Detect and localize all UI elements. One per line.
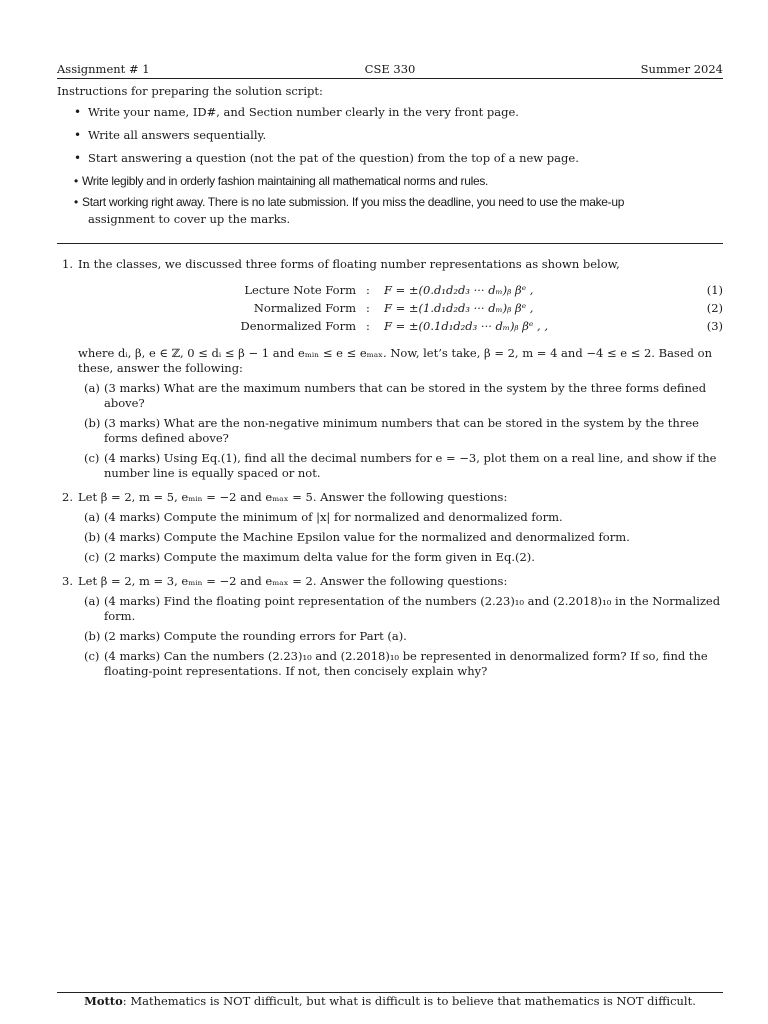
part-text: (3 marks) What are the maximum numbers that can be stored in the system by the three forms defined above? xyxy=(104,381,707,410)
question-part xyxy=(78,381,723,411)
equation-block xyxy=(78,283,723,337)
part-text: (4 marks) Find the floating point representation of the numbers (2.23)₁₀ and (2.2018)₁₀ in the Normalized form. xyxy=(104,594,721,623)
part-text: (4 marks) Compute the minimum of |x| for normalized and denormalized form. xyxy=(104,510,563,524)
question-number: 1. xyxy=(62,257,73,271)
question-3 xyxy=(57,574,723,679)
question-part xyxy=(78,550,723,565)
part-label: (c) xyxy=(84,649,100,663)
question-intro: In the classes, we discussed three forms of floating number representations as shown below, xyxy=(78,257,620,271)
instructions-list xyxy=(57,105,723,227)
equation-expression: F = ±(1.d₁d₂d₃ ··· dₘ)ᵦ βᵉ , xyxy=(384,301,534,315)
instruction-item: • Start answering a question (not the pat of the question) from the top of a new page. xyxy=(74,151,579,165)
question-part xyxy=(78,594,723,624)
part-text: (4 marks) Compute the Machine Epsilon value for the normalized and denormalized form. xyxy=(104,530,630,544)
bullet-icon: • xyxy=(74,151,82,165)
instruction-item: • Write legibly and in orderly fashion maintaining all mathematical norms and rules. xyxy=(74,174,489,188)
equation-row: Lecture Note Form : F = ±(0.d₁d₂d₃ ··· dₘ)ᵦ βᵉ , (1) xyxy=(244,283,723,297)
question-intro: Let β = 2, m = 3, eₘᵢₙ = −2 and eₘₐₓ = 2. Answer the following questions: xyxy=(78,574,508,588)
page-header xyxy=(57,62,723,79)
instruction-continuation: assignment to cover up the marks. xyxy=(88,212,291,226)
instruction-item: • Write your name, ID#, and Section number clearly in the very front page. xyxy=(74,105,519,119)
motto-text: : Mathematics is NOT difficult, but what is difficult is to believe that mathematics is NOT difficult. xyxy=(122,994,696,1008)
question-number: 3. xyxy=(62,574,73,588)
instructions-section xyxy=(57,84,723,233)
part-label: (b) xyxy=(84,629,101,643)
section-divider xyxy=(57,243,723,244)
header-assignment-number: Assignment # 1 xyxy=(57,62,150,76)
question-part xyxy=(78,451,723,481)
bullet-icon: • xyxy=(74,128,82,142)
question-context: where dᵢ, β, e ∈ ℤ, 0 ≤ dᵢ ≤ β − 1 and eₘᵢₙ ≤ e ≤ eₘₐₓ. Now, let’s take, β = 2, m = 4 and −4 ≤ e ≤ 2. Based on these, answer the following: xyxy=(78,346,712,375)
bullet-icon: • xyxy=(74,195,78,209)
question-1 xyxy=(57,257,723,481)
part-label: (b) xyxy=(84,416,101,430)
questions-section xyxy=(57,257,723,688)
question-part xyxy=(78,510,723,525)
equation-form-name: Denormalized Form xyxy=(240,319,356,333)
question-2 xyxy=(57,490,723,565)
question-part xyxy=(78,530,723,545)
part-label: (b) xyxy=(84,530,101,544)
equation-number: (1) xyxy=(706,283,723,297)
part-text: (2 marks) Compute the maximum delta value for the form given in Eq.(2). xyxy=(104,550,535,564)
instruction-item: • Write all answers sequentially. xyxy=(74,128,267,142)
instruction-item: • Start working right away. There is no late submission. If you miss the deadline, you need to use the make-up assignment to cover up the marks. xyxy=(57,195,723,227)
part-text: (3 marks) What are the non-negative minimum numbers that can be stored in the system by the three forms defined above? xyxy=(104,416,699,445)
instructions-title: Instructions for preparing the solution script: xyxy=(57,84,323,98)
part-label: (a) xyxy=(84,594,100,608)
question-part xyxy=(78,416,723,446)
part-text: (2 marks) Compute the rounding errors for Part (a). xyxy=(104,629,407,643)
header-course-code: CSE 330 xyxy=(364,62,416,76)
part-text: (4 marks) Using Eq.(1), find all the decimal numbers for e = −3, plot them on a real line, and show if the number line is equally spaced or not. xyxy=(104,451,717,480)
question-part xyxy=(78,629,723,644)
header-semester: Summer 2024 xyxy=(640,62,723,76)
bullet-icon: • xyxy=(74,105,82,119)
page-footer-motto xyxy=(57,992,723,1008)
equation-form-name: Lecture Note Form xyxy=(244,283,356,297)
motto-label: Motto xyxy=(84,994,123,1008)
part-text: (4 marks) Can the numbers (2.23)₁₀ and (2.2018)₁₀ be represented in denormalized form? If so, find the floating-point representations. If not, then concisely explain why? xyxy=(104,649,708,678)
part-label: (c) xyxy=(84,550,100,564)
question-part xyxy=(78,649,723,679)
part-label: (a) xyxy=(84,510,100,524)
equation-row: Denormalized Form : F = ±(0.1d₁d₂d₃ ··· dₘ)ᵦ βᵉ , , (3) xyxy=(240,319,723,333)
part-label: (c) xyxy=(84,451,100,465)
equation-row: Normalized Form : F = ±(1.d₁d₂d₃ ··· dₘ)ᵦ βᵉ , (2) xyxy=(253,301,723,315)
bullet-icon: • xyxy=(74,174,78,188)
question-intro: Let β = 2, m = 5, eₘᵢₙ = −2 and eₘₐₓ = 5. Answer the following questions: xyxy=(78,490,508,504)
equation-expression: F = ±(0.1d₁d₂d₃ ··· dₘ)ᵦ βᵉ , , xyxy=(384,319,548,333)
equation-number: (2) xyxy=(706,301,723,315)
question-number: 2. xyxy=(62,490,73,504)
equation-expression: F = ±(0.d₁d₂d₃ ··· dₘ)ᵦ βᵉ , xyxy=(384,283,534,297)
equation-number: (3) xyxy=(706,319,723,333)
part-label: (a) xyxy=(84,381,100,395)
equation-form-name: Normalized Form xyxy=(253,301,356,315)
